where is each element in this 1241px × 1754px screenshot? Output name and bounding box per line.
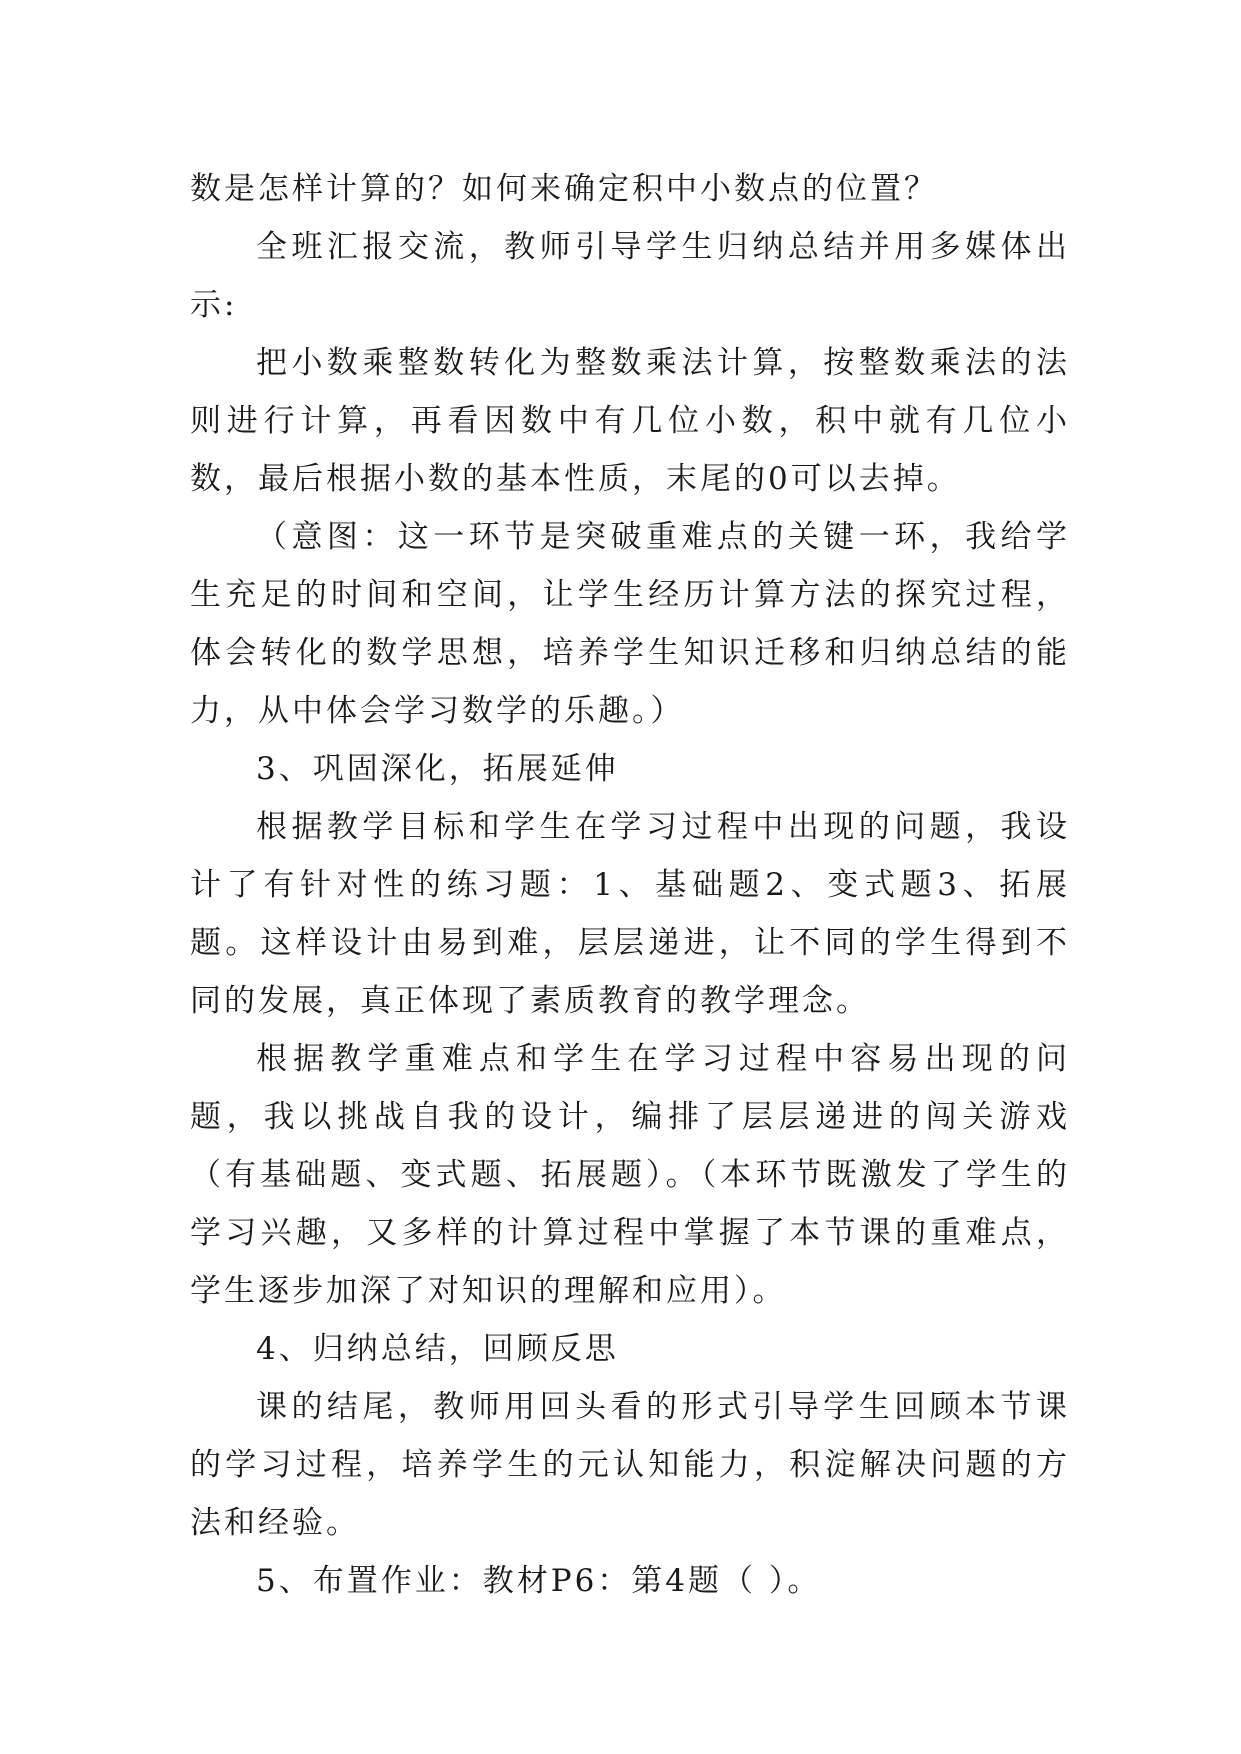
document-body — [190, 160, 1070, 1610]
paragraph-class-report: 全班汇报交流，教师引导学生归纳总结并用多媒体出示: — [190, 229, 1070, 323]
section-heading-summary: 4、归纳总结，回顾反思 — [256, 1331, 619, 1367]
paragraph-intent-note: （意图：这一环节是突破重难点的关键一环，我给学生充足的时间和空间，让学生经历计算方法的探究过程，体会转化的数学思想，培养学生知识迁移和归纳总结的能力，从中体会学习数学的乐趣。） — [190, 519, 1070, 729]
paragraph-continuation: 数是怎样计算的？如何来确定积中小数点的位置？ — [190, 171, 938, 207]
paragraph-challenge-game: 根据教学重难点和学生在学习过程中容易出现的问题，我以挑战自我的设计，编排了层层递进的闯关游戏（有基础题、变式题、拓展题）。（本环节既激发了学生的学习兴趣，又多样的计算过程中掌握了本节课的重难点，学生逐步加深了对知识的理解和应用）。 — [190, 1041, 1070, 1309]
paragraph-method-summary: 把小数乘整数转化为整数乘法计算，按整数乘法的法则进行计算，再看因数中有几位小数，积中就有几位小数，最后根据小数的基本性质，末尾的0可以去掉。 — [190, 345, 1070, 497]
section-heading-consolidate: 3、巩固深化，拓展延伸 — [256, 751, 619, 787]
paragraph-homework: 5、布置作业：教材P6：第4题（ ）。 — [256, 1563, 822, 1599]
paragraph-lesson-review: 课的结尾，教师用回头看的形式引导学生回顾本节课的学习过程，培养学生的元认知能力，积淀解决问题的方法和经验。 — [190, 1389, 1070, 1541]
paragraph-exercise-design: 根据教学目标和学生在学习过程中出现的问题，我设计了有针对性的练习题：1、基础题2、变式题3、拓展题。这样设计由易到难，层层递进，让不同的学生得到不同的发展，真正体现了素质教育的教学理念。 — [190, 809, 1070, 1019]
